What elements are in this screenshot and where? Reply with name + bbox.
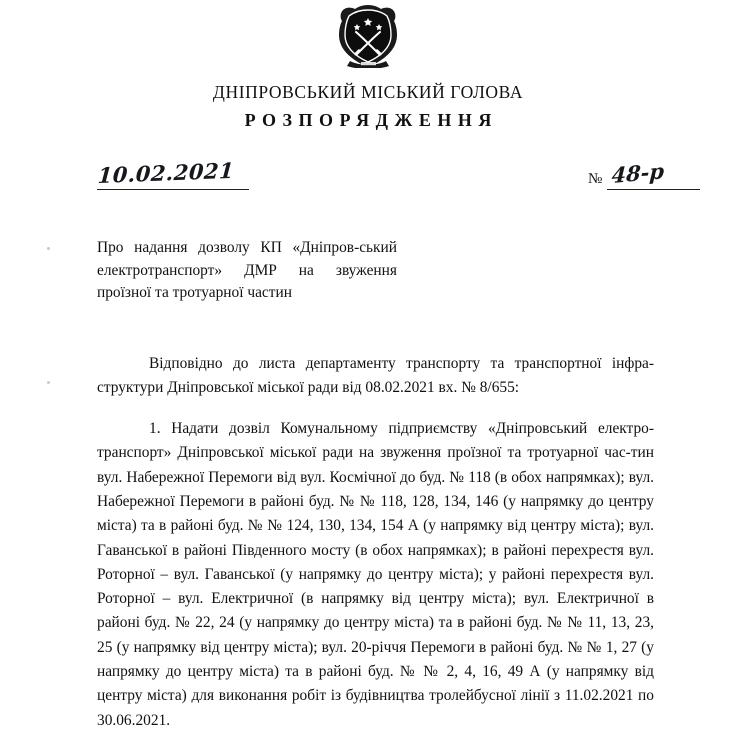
page-title: ДНІПРОВСЬКИЙ МІСЬКИЙ ГОЛОВА [212, 82, 524, 102]
scan-speck [47, 381, 50, 384]
document-meta-row [0, 157, 736, 215]
date-field [97, 157, 249, 190]
emblem-container [0, 0, 736, 68]
number-underline [607, 189, 700, 190]
scan-speck [47, 247, 50, 250]
paragraph-preamble: Відповідно до листа департаменту транспорту та транспортної інфра-структури Дніпровської міської ради від 08.02.2021 вх. № 8/655: [97, 354, 654, 396]
date-value: 10.02.2021 [97, 157, 236, 188]
number-value: 48-р [611, 158, 666, 188]
document-body [97, 352, 654, 733]
number-sign-label: № [588, 171, 603, 187]
coat-of-arms-dnipro-icon [337, 4, 399, 68]
document-subject: Про надання дозволу КП «Дніпров-ський електротранспорт» ДМР на звуження проїзної та тротуарної частин [97, 239, 397, 301]
date-underline [97, 189, 249, 190]
document-type-heading: РОЗПОРЯДЖЕННЯ [244, 110, 498, 130]
number-field [588, 158, 700, 190]
paragraph-item-1: 1. Надати дозвіл Комунальному підприємству «Дніпровський електро-транспорт» Дніпровської міської ради на звуження проїзної та тротуарної час-тин вул. Набережної Перемоги від вул. Космічної до буд. № 118 (в обох напрямках); вул. Набережної Перемоги в районі буд. № № 118, 128, 134, 146 (у напрямку до центру міста) та в районі буд. № № 124, 130, 134, 154 А (у напрямку від центру міста); вул. Гаванської в районі Південного мосту (в обох напрямках); в районі перехрестя вул. Роторної – вул. Гаванської (у напрямку до центру міста); у районі перехрестя вул. Роторної – вул. Електричної (в напрямку від центру міста); вул. Електричної в районі буд. № 22, 24 (у напрямку до центру міста) та в районі буд. № № 11, 13, 23, 25 (у напрямку від центру міста); вул. 20-річчя Перемоги в районі буд. № № 1, 27 (у напрямку до центру міста) та в районі буд. № № 2, 4, 16, 49 А (у напрямку від центру міста) для виконання робіт із будівництва тролейбусної лінії з 11.02.2021 по 30.06.2021. [97, 420, 654, 729]
number-line [607, 158, 700, 190]
